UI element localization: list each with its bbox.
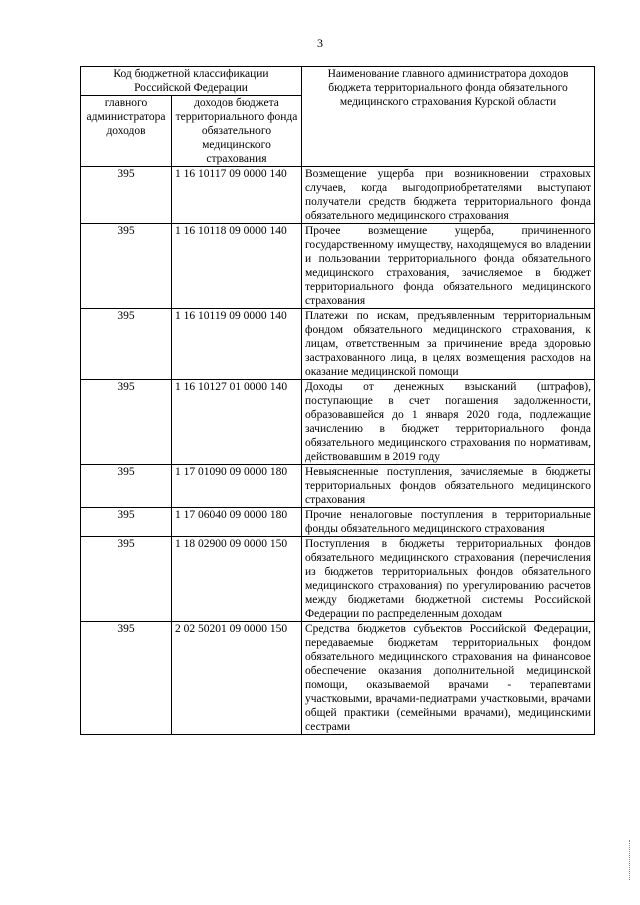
income-code-cell: 1 16 10117 09 0000 140 [172, 167, 302, 224]
income-code-cell: 1 16 10119 09 0000 140 [172, 309, 302, 380]
description-cell: Прочие неналоговые поступления в территориальные фонды обязательного медицинского страхования [302, 508, 595, 537]
admin-code-cell: 395 [81, 380, 172, 465]
income-code-cell: 1 17 06040 09 0000 180 [172, 508, 302, 537]
description-cell: Поступления в бюджеты территориальных фондов обязательного медицинского страхования (перечисления из бюджетов территориальных фондов обязательного медицинского страхования) по урегулированию расчетов между бюджетами бюджетной системы Российской Федерации по распределенным доходам [302, 537, 595, 622]
admin-code-cell: 395 [81, 309, 172, 380]
table-row [81, 537, 595, 622]
admin-code-cell: 395 [81, 465, 172, 508]
admin-code-cell: 395 [81, 224, 172, 309]
admin-code-cell: 395 [81, 622, 172, 735]
admin-code-cell: 395 [81, 167, 172, 224]
admin-code-cell: 395 [81, 537, 172, 622]
description-cell: Доходы от денежных взысканий (штрафов), поступающие в счет погашения задолженности, образовавшейся до 1 января 2020 года, подлежащие зачислению в бюджет территориального фонда обязательного медицинского страхования по нормативам, действовавшим в 2019 году [302, 380, 595, 465]
budget-classification-table [80, 66, 595, 735]
table-row [81, 622, 595, 735]
table-row [81, 224, 595, 309]
admin-code-cell: 395 [81, 508, 172, 537]
table-row [81, 465, 595, 508]
scan-edge-mark [629, 840, 634, 880]
table-header-row [81, 67, 595, 96]
description-cell: Прочее возмещение ущерба, причиненного государственному имуществу, находящемуся во владении и пользовании территориального фонда обязательного медицинского страхования, зачисляемое в бюджет территориального фонда обязательного медицинского страхования [302, 224, 595, 309]
table-row [81, 309, 595, 380]
description-cell: Возмещение ущерба при возникновении страховых случаев, когда выгодоприобретателями выступают получатели средств бюджета территориального фонда обязательного медицинского страхования [302, 167, 595, 224]
income-code-cell: 1 18 02900 09 0000 150 [172, 537, 302, 622]
income-code-cell: 1 17 01090 09 0000 180 [172, 465, 302, 508]
header-col-code: доходов бюджета территориального фонда обязательного медицинского страхования [172, 96, 302, 167]
description-cell: Платежи по искам, предъявленным территориальным фондом обязательного медицинского страхования, к лицам, ответственным за причинение вреда здоровью застрахованного лица, в целях возмещения расходов на оказание медицинской помощи [302, 309, 595, 380]
table-row [81, 508, 595, 537]
income-code-cell: 1 16 10127 01 0000 140 [172, 380, 302, 465]
description-cell: Невыясненные поступления, зачисляемые в бюджеты территориальных фондов обязательного медицинского страхования [302, 465, 595, 508]
income-code-cell: 1 16 10118 09 0000 140 [172, 224, 302, 309]
table-row [81, 380, 595, 465]
table-row [81, 167, 595, 224]
header-col-admin: главного администратора доходов [81, 96, 172, 167]
income-code-cell: 2 02 50201 09 0000 150 [172, 622, 302, 735]
page-number: 3 [317, 36, 323, 50]
header-group-title: Код бюджетной классификации Российской Федерации [81, 67, 302, 96]
header-col-name: Наименование главного администратора доходов бюджета территориального фонда обязательного медицинского страхования Курской области [302, 67, 595, 167]
description-cell: Средства бюджетов субъектов Российской Федерации, передаваемые бюджетам территориальных фондом обязательного медицинского страхования на финансовое обеспечение оказания дополнительной медицинской помощи, оказываемой врачами - терапевтами участковыми, врачами-педиатрами участковыми, врачами общей практики (семейными врачами), медицинскими сестрами [302, 622, 595, 735]
